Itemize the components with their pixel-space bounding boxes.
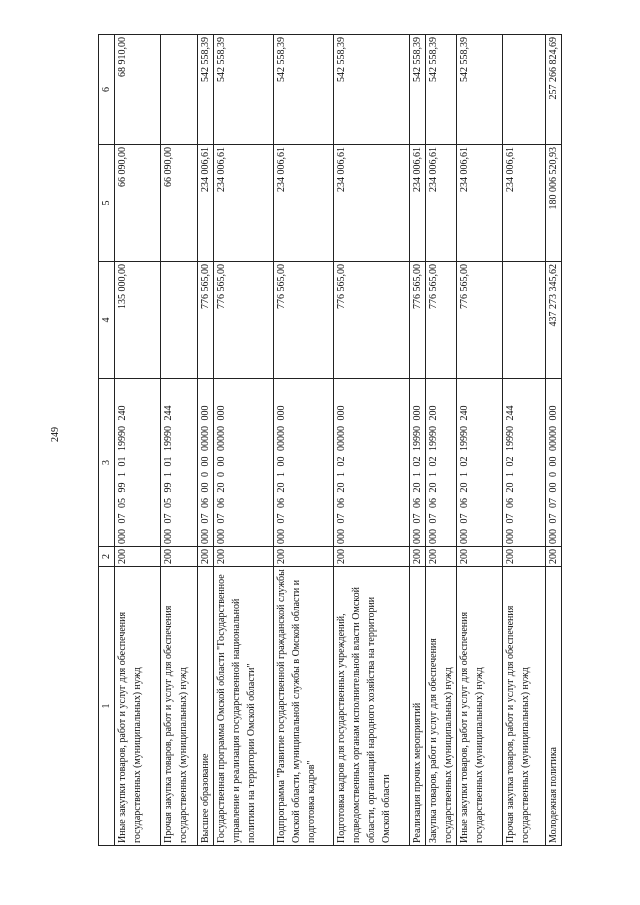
- column-header: 3: [99, 379, 115, 547]
- row-value-col5: 234 006,61: [457, 145, 503, 262]
- row-value-col6: 542 558,39: [410, 35, 426, 145]
- table-body: [115, 35, 562, 846]
- row-value-col5: 66 090,00: [161, 145, 198, 262]
- table-row: [274, 35, 334, 846]
- row-value-col4: 776 565,00: [198, 262, 214, 379]
- row-value-col6: [503, 35, 546, 145]
- table-row: [334, 35, 410, 846]
- row-code-cell: 200: [198, 547, 214, 567]
- row-code-cell: 200: [274, 547, 334, 567]
- row-value-col4: [503, 262, 546, 379]
- row-value-col4: 437 273 345,62: [546, 262, 562, 379]
- row-value-col5: 234 006,61: [410, 145, 426, 262]
- row-classification-cell: 000 07 07 00 0 00 00000 000: [546, 379, 562, 547]
- row-code-cell: 200: [410, 547, 426, 567]
- table-header-row: [99, 35, 115, 846]
- row-value-col6: 542 558,39: [214, 35, 274, 145]
- row-name-cell: Подготовка кадров для государственных учреждений, подведомственных органам исполнительной власти Омской области, организаций народного хозяйства на территории Омской области: [334, 567, 410, 846]
- row-value-col4: 135 000,00: [115, 262, 161, 379]
- table-row: [457, 35, 503, 846]
- table-row: [410, 35, 426, 846]
- row-value-col4: [161, 262, 198, 379]
- row-value-col6: 542 558,39: [426, 35, 457, 145]
- row-name-cell: Реализация прочих мероприятий: [410, 567, 426, 846]
- row-value-col6: 542 558,39: [198, 35, 214, 145]
- row-classification-cell: 000 07 06 20 1 02 19990 200: [426, 379, 457, 547]
- row-name-cell: Закупка товаров, работ и услуг для обеспечения государственных (муниципальных) нужд: [426, 567, 457, 846]
- row-value-col5: 234 006,61: [334, 145, 410, 262]
- row-classification-cell: 000 07 06 20 0 00 00000 000: [214, 379, 274, 547]
- row-value-col6: 542 558,39: [334, 35, 410, 145]
- row-code-cell: 200: [214, 547, 274, 567]
- row-value-col5: 66 090,00: [115, 145, 161, 262]
- table-row: [115, 35, 161, 846]
- row-value-col5: 234 006,61: [214, 145, 274, 262]
- row-value-col4: 776 565,00: [457, 262, 503, 379]
- table-row: [426, 35, 457, 846]
- row-value-col6: 542 558,39: [274, 35, 334, 145]
- row-classification-cell: 000 07 06 20 1 02 00000 000: [334, 379, 410, 547]
- table-row: [161, 35, 198, 846]
- row-value-col6: [161, 35, 198, 145]
- column-header: 2: [99, 547, 115, 567]
- column-header: 4: [99, 262, 115, 379]
- table-row: [214, 35, 274, 846]
- row-value-col4: 776 565,00: [274, 262, 334, 379]
- row-classification-cell: 000 07 06 00 0 00 00000 000: [198, 379, 214, 547]
- column-header: 6: [99, 35, 115, 145]
- row-code-cell: 200: [115, 547, 161, 567]
- row-value-col4: 776 565,00: [426, 262, 457, 379]
- row-name-cell: Молодежная политика: [546, 567, 562, 846]
- row-classification-cell: 000 07 06 20 1 02 19990 240: [457, 379, 503, 547]
- row-value-col5: 234 006,61: [274, 145, 334, 262]
- row-name-cell: Подпрограмма "Развитие государственной гражданской службы Омской области, муниципальной службы в Омской области и подготовка кадров": [274, 567, 334, 846]
- row-value-col4: 776 565,00: [334, 262, 410, 379]
- row-classification-cell: 000 07 05 99 1 01 19990 244: [161, 379, 198, 547]
- row-code-cell: 200: [503, 547, 546, 567]
- budget-table-container: [98, 35, 559, 846]
- row-name-cell: Высшее образование: [198, 567, 214, 846]
- row-value-col4: 776 565,00: [214, 262, 274, 379]
- row-name-cell: Прочая закупка товаров, работ и услуг для обеспечения государственных (муниципальных) нужд: [503, 567, 546, 846]
- row-code-cell: 200: [546, 547, 562, 567]
- budget-table: [98, 34, 562, 846]
- row-value-col5: 234 006,61: [198, 145, 214, 262]
- page-number: 249: [50, 427, 61, 442]
- row-value-col5: 234 006,61: [426, 145, 457, 262]
- column-header: 1: [99, 567, 115, 846]
- row-classification-cell: 000 07 06 20 1 00 00000 000: [274, 379, 334, 547]
- row-value-col5: 180 006 520,93: [546, 145, 562, 262]
- row-value-col6: 68 910,00: [115, 35, 161, 145]
- row-code-cell: 200: [457, 547, 503, 567]
- row-name-cell: Иные закупки товаров, работ и услуг для обеспечения государственных (муниципальных) нужд: [115, 567, 161, 846]
- column-header: 5: [99, 145, 115, 262]
- row-classification-cell: 000 07 05 99 1 01 19990 240: [115, 379, 161, 547]
- row-value-col6: 257 266 824,69: [546, 35, 562, 145]
- row-name-cell: Государственная программа Омской области "Государственное управление и реализация государственной национальной политики на территории Омской области": [214, 567, 274, 846]
- row-name-cell: Иные закупки товаров, работ и услуг для обеспечения государственных (муниципальных) нужд: [457, 567, 503, 846]
- row-classification-cell: 000 07 06 20 1 02 19990 244: [503, 379, 546, 547]
- table-row: [503, 35, 546, 846]
- row-classification-cell: 000 07 06 20 1 02 19990 000: [410, 379, 426, 547]
- row-name-cell: Прочая закупка товаров, работ и услуг для обеспечения государственных (муниципальных) нужд: [161, 567, 198, 846]
- row-value-col5: 234 006,61: [503, 145, 546, 262]
- table-row: [198, 35, 214, 846]
- row-value-col6: 542 558,39: [457, 35, 503, 145]
- row-code-cell: 200: [334, 547, 410, 567]
- row-code-cell: 200: [161, 547, 198, 567]
- row-value-col4: 776 565,00: [410, 262, 426, 379]
- table-row: [546, 35, 562, 846]
- row-code-cell: 200: [426, 547, 457, 567]
